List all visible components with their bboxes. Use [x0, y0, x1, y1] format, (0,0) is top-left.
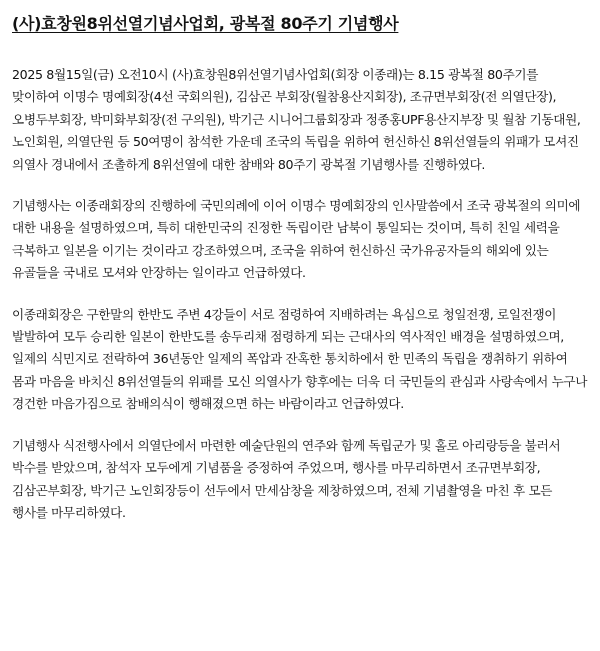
article-body [12, 64, 588, 524]
article-title: (사)효창원8위선열기념사업회, 광복절 80주기 기념행사 [12, 14, 399, 33]
paragraph-ceremony-closing: 기념행사 식전행사에서 의열단에서 마련한 예술단원의 연주와 함께 독립군가 및 홀로 아리랑등을 불러서 박수를 받았으며, 참석자 모두에게 기념품을 증정하여 주었으며, 행사를 마무리하면서 조규면부회장, 김삼곤부회장, 박기근 노인회장등이 선두에서 만세삼창을 제창하였으며, 전체 기념촬영을 마친 후 모든 행사를 마무리하였다. [12, 437, 561, 520]
paragraph-honorary-chair-remarks: 기념행사는 이종래회장의 진행하에 국민의례에 이어 이명수 명예회장의 인사말씀에서 조국 광복절의 의미에 대한 내용을 설명하였으며, 특히 대한민국의 진정한 독립이란 남북이 통일되는 것이며, 특히 친일 세력을 극복하고 일본을 이기는 것이라고 강조하였으며, 조국을 위하여 헌신하신 국가유공자들의 해외에 있는 유골들을 국내로 모셔와 안장하는 일이라고 언급하였다. [12, 198, 581, 281]
paragraph-event-overview: 2025 8월15일(금) 오전10시 (사)효창원8위선열기념사업회(회장 이종래)는 8.15 광복절 80주기를 맞이하여 이명수 명예회장(4선 국회의원), 김삼곤 부회장(월참용산지회장), 조규면부회장(전 의열단장), 오병두부회장, 박미화부회장(전 구의원), 박기근 시니어그룹회장과 정종홍UPF용산지부장 및 월참 기동대원, 노인회원, 의열단원 등 50여명이 참석한 가운데 조국의 독립을 위하여 헌신하신 8위선열들의 위패가 모셔진 의열사 경내에서 조촐하게 8위선열에 대한 참배와 80주기 광복절 기념행사를 진행하였다. [12, 67, 581, 172]
paragraph-chairman-remarks: 이종래회장은 구한말의 한반도 주변 4강들이 서로 점령하여 지배하려는 욕심으로 청일전쟁, 로일전쟁이 발발하여 모두 승리한 일본이 한반도를 송두리채 점령하게 되는 근대사의 역사적인 배경을 설명하였으며, 일제의 식민지로 전락하여 36년동안 일제의 폭압과 잔혹한 통치하에서 한 민족의 독립을 쟁취하기 위하여 몸과 마음을 바치신 8위선열들의 위패를 모신 의열사가 향후에는 더욱 더 국민들의 관심과 사랑속에서 누구나 경건한 마음가짐으로 참배의식이 행해졌으면 하는 바람이라고 언급하였다. [12, 306, 588, 412]
